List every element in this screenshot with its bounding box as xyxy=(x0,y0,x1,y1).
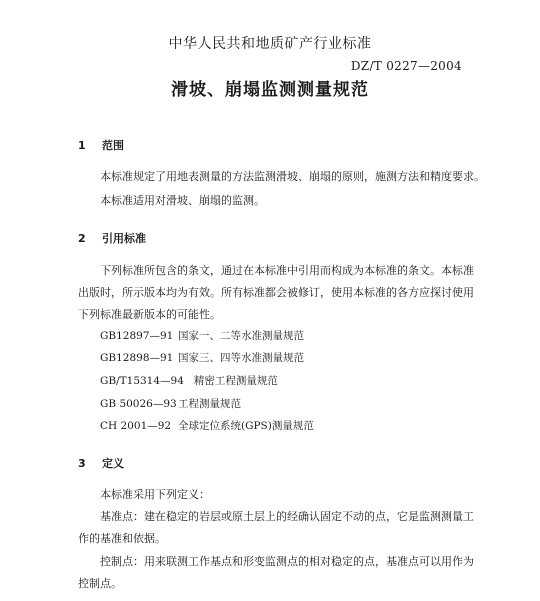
reference-item xyxy=(100,418,314,433)
section-3-line: 作的基准和依据。 xyxy=(78,532,166,545)
section-1-heading xyxy=(78,137,124,153)
section-number: 2 xyxy=(78,232,86,245)
reference-title: 国家一、二等水准测量规范 xyxy=(178,330,304,342)
reference-item xyxy=(100,396,241,411)
section-title: 定义 xyxy=(102,457,124,470)
section-3-line: 控制点。 xyxy=(78,577,122,590)
reference-title: 精密工程测量规范 xyxy=(193,375,278,387)
section-2-intro-line: 下列标准所包含的条文，通过在本标准中引用而构成为本标准的条文。本标准 xyxy=(100,264,474,277)
section-number: 3 xyxy=(78,457,86,470)
issuing-organization: 中华人民共和地质矿产行业标准 xyxy=(168,36,372,52)
section-3-line: 本标准采用下列定义： xyxy=(100,488,210,501)
reference-code: GB 50026—93 xyxy=(100,398,177,410)
reference-code: GB12897—91 xyxy=(100,330,174,342)
reference-title: 全球定位系统(GPS)测量规范 xyxy=(178,420,314,432)
reference-item xyxy=(100,373,278,388)
section-title: 引用标准 xyxy=(102,232,146,245)
section-2-intro-line: 出版时，所示版本均为有效。所有标准都会被修订，使用本标准的各方应探讨使用 xyxy=(78,286,474,299)
reference-title: 国家三、四等水准测量规范 xyxy=(178,352,304,364)
reference-code: GB/T15314—94 xyxy=(100,375,184,387)
section-1-paragraph: 本标准规定了用地表测量的方法监测滑坡、崩塌的原则，施测方法和精度要求。 xyxy=(100,170,485,183)
section-2-heading xyxy=(78,230,146,246)
section-1-paragraph: 本标准适用对滑坡、崩塌的监测。 xyxy=(100,194,265,207)
document-title: 滑坡、崩塌监测测量规范 xyxy=(171,80,369,100)
reference-item xyxy=(100,328,304,343)
reference-code: GB12898—91 xyxy=(100,352,174,364)
reference-item xyxy=(100,350,304,365)
section-3-heading xyxy=(78,455,124,471)
section-3-line: 基准点：建在稳定的岩层或原土层上的经确认固定不动的点，它是监测测量工 xyxy=(100,510,474,523)
section-2-intro-line: 下列标准最新版本的可能性。 xyxy=(78,308,221,321)
section-number: 1 xyxy=(78,139,86,152)
standard-code: DZ/T 0227—2004 xyxy=(350,59,462,73)
section-3-line: 控制点：用来联测工作基点和形变监测点的相对稳定的点，基准点可以用作为 xyxy=(100,555,474,568)
section-title: 范围 xyxy=(102,139,124,152)
reference-title: 工程测量规范 xyxy=(178,398,241,410)
reference-code: CH 2001—92 xyxy=(100,420,172,432)
